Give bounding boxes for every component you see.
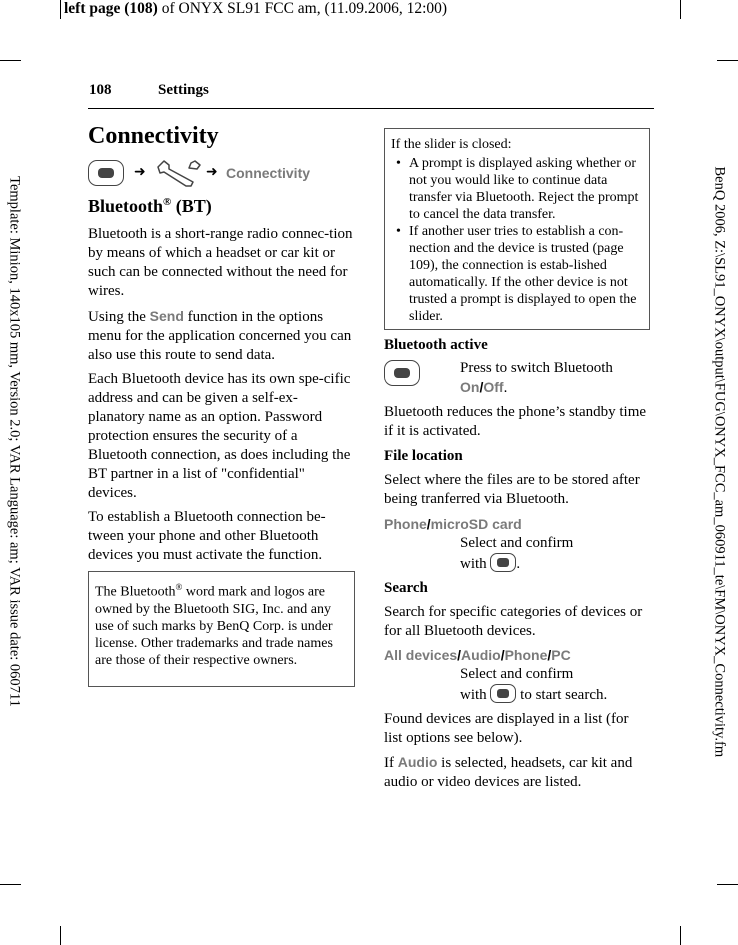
section-title: Settings	[158, 82, 209, 98]
select-confirm-text: Select and confirm	[460, 535, 574, 551]
crop-mark	[0, 884, 21, 885]
crop-mark	[717, 884, 738, 885]
paragraph-standby: Bluetooth reduces the phone’s standby time if it is activated.	[384, 404, 647, 439]
trademark-post: word mark and logos are owned by the Bluetooth SIG, Inc. and any use of such marks by BenQ Corp. is under license. Other trademarks and trade names are those of their respective owners.	[95, 584, 333, 668]
option-on: On	[460, 379, 480, 395]
bluetooth-heading-main: Bluetooth	[88, 196, 164, 216]
slash: /	[479, 379, 484, 395]
paragraph-audio-selected	[384, 753, 650, 792]
paragraph-bt-intro: Bluetooth is a short-range radio connec-tion by means of which a headset or car kit or such can be connected without the need for wires.	[88, 226, 353, 299]
select-confirm-text: Select and confirm	[460, 666, 574, 682]
with-text: with	[460, 687, 487, 703]
bluetooth-heading-tail: (BT)	[171, 196, 212, 216]
print-info-rest: of ONYX SL91 FCC am, (11.09.2006, 12:00)	[157, 0, 448, 17]
menu-path-connectivity: Connectivity	[226, 165, 311, 181]
search-heading: Search	[384, 580, 428, 596]
paragraph-file-location: Select where the files are to be stored after being tranferred via Bluetooth.	[384, 472, 640, 507]
bluetooth-active-heading: Bluetooth active	[384, 337, 488, 353]
option-off: Off	[483, 379, 504, 395]
send-option: Send	[149, 308, 184, 324]
arrow-icon: ➜	[134, 163, 146, 179]
send-post: function in the options menu for the application concerned you can also use this route to send data.	[88, 309, 352, 363]
slider-note-item: • If another user tries to establish a con-nection and the device is trusted (page 109), the connection is estab-lished automatically. If the other device is not trusted a prompt is displayed to open the slider.	[391, 223, 644, 325]
right-margin-file-path: BenQ 2006, Z:\SL91_ONYX\output\FUG\ONYX_FCC_am_060911_te\FM\ONYX_Connectivity.fm	[711, 166, 728, 758]
menu-key-icon	[384, 360, 420, 386]
slash: /	[426, 516, 431, 532]
bluetooth-heading-sup: ®	[163, 196, 172, 208]
with-text: with	[460, 556, 487, 572]
crop-mark	[60, 0, 61, 19]
slash: /	[457, 647, 462, 663]
slash: /	[547, 647, 552, 663]
option-audio: Audio	[461, 647, 501, 663]
header-rule	[88, 108, 654, 109]
option-all-devices: All devices	[384, 647, 458, 663]
slash: /	[500, 647, 505, 663]
slider-note-title: If the slider is closed:	[391, 137, 512, 152]
active-instruction: Press to switch Bluetooth	[460, 360, 613, 376]
option-audio: Audio	[397, 754, 438, 770]
to-start-search: to start search.	[520, 687, 608, 703]
slider-note-content	[391, 136, 644, 325]
option-phone: Phone	[504, 647, 548, 663]
wrench-icon	[155, 158, 203, 188]
crop-mark	[0, 60, 21, 61]
center-key-icon	[490, 553, 516, 572]
paragraph-send	[88, 307, 353, 365]
trademark-pre: The Bluetooth	[95, 584, 176, 600]
slider-note-list	[391, 155, 644, 325]
option-phone: Phone	[384, 516, 427, 532]
crop-mark	[680, 926, 681, 945]
period: .	[516, 556, 521, 572]
file-select-confirm	[460, 534, 650, 574]
audio-pre: If	[384, 755, 398, 771]
paragraph-search: Search for specific categories of devices or for all Bluetooth devices.	[384, 604, 643, 639]
trademark-sup: ®	[175, 582, 183, 592]
trademark-box	[88, 571, 355, 687]
center-key-icon	[490, 684, 516, 703]
slider-note-item: • A prompt is displayed asking whether or not you would like to continue data transfer via Bluetooth. Reject the prompt to cancel the data transfer.	[391, 155, 644, 223]
arrow-icon: ➜	[206, 163, 218, 179]
crop-mark	[680, 0, 681, 19]
send-pre: Using the	[88, 309, 150, 325]
crop-mark	[60, 926, 61, 945]
slider-note-box	[384, 128, 650, 330]
period: .	[503, 380, 508, 396]
crop-mark	[717, 60, 738, 61]
search-select-confirm	[460, 665, 660, 705]
page-title: Connectivity	[88, 123, 219, 149]
option-microsd-card: microSD card	[430, 516, 522, 532]
file-location-heading: File location	[384, 448, 463, 464]
paragraph-establish: To establish a Bluetooth connection be-tween your phone and other Bluetooth devices you must activate the function.	[88, 509, 326, 563]
left-margin-template-info: Template: Minion, 140x105 mm, Version 2.0; VAR Language: am; VAR issue date: 060711	[6, 176, 23, 707]
audio-post: is selected, headsets, car kit and audio or video devices are listed.	[384, 755, 633, 790]
trademark-text	[95, 579, 351, 669]
file-location-options	[384, 516, 522, 534]
bluetooth-heading	[88, 196, 212, 217]
option-pc: PC	[551, 647, 571, 663]
paragraph-bt-address: Each Bluetooth device has its own spe-cific address and can be given a self-ex-planatory name as an option. Password protection ensures the security of a Bluetooth connection, as does including the BT partner in a list of "confidential" devices.	[88, 371, 351, 501]
paragraph-found-devices: Found devices are displayed in a list (for list options see below).	[384, 711, 629, 746]
print-info-line	[64, 0, 447, 18]
menu-key-icon	[88, 160, 124, 186]
page-number: 108	[89, 82, 112, 98]
bluetooth-active-text	[460, 359, 650, 398]
search-options	[384, 647, 571, 665]
print-info-page: left page (108)	[64, 0, 158, 17]
